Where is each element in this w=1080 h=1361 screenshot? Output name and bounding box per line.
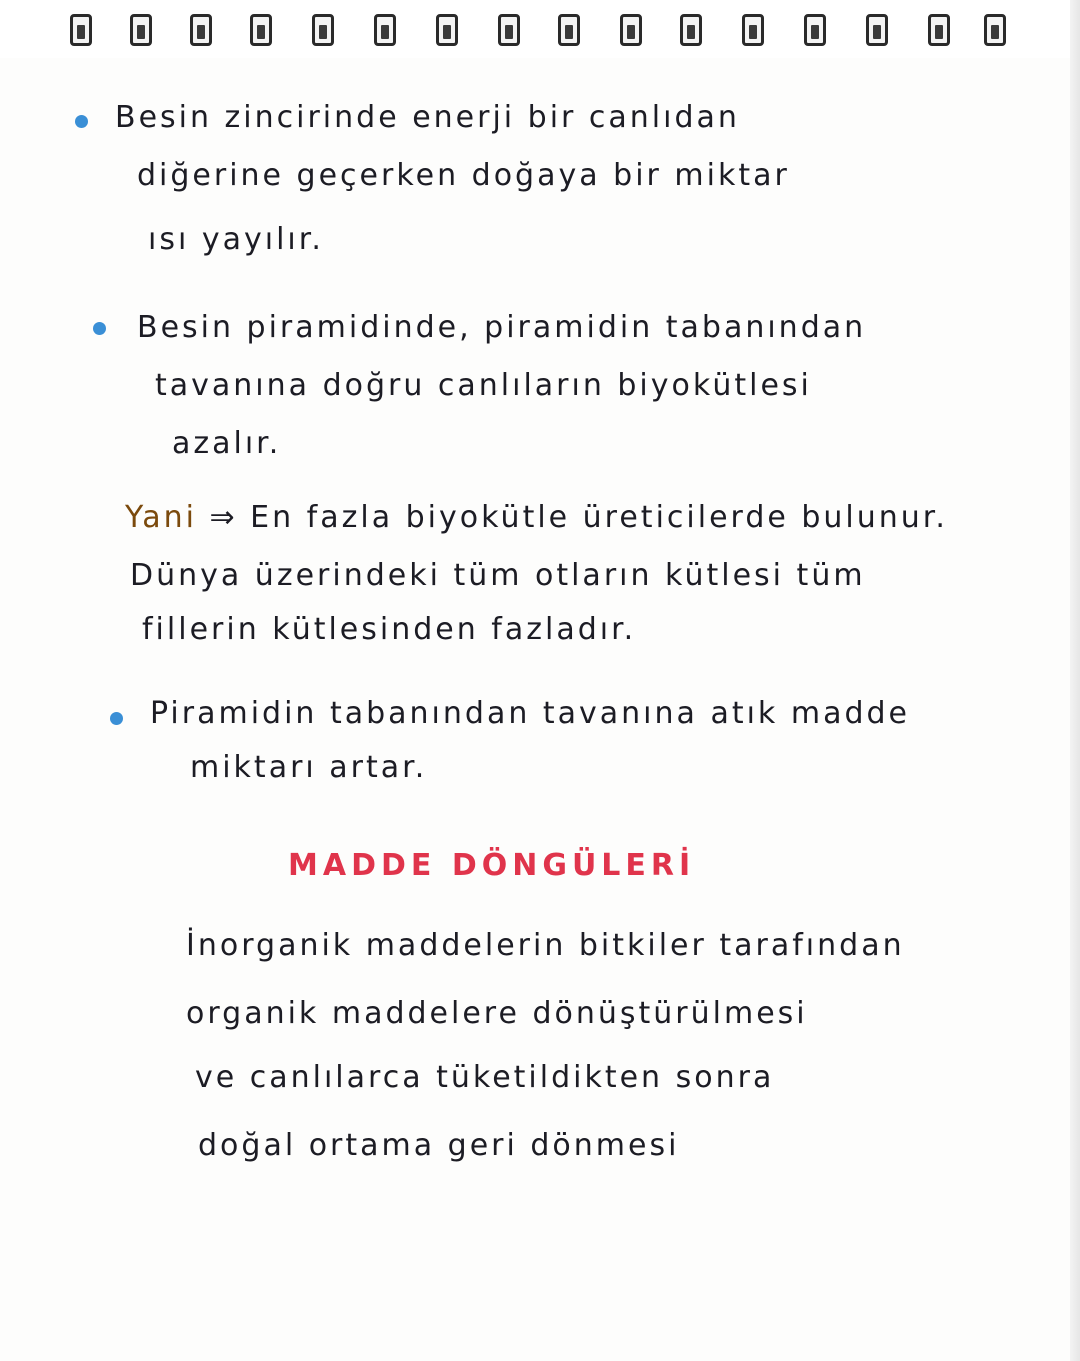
note-line [125,500,948,535]
note-line: tavanına doğru canlıların biyokütlesi [155,368,812,403]
spiral-ring [984,14,1006,46]
section-title: MADDE DÖNGÜLERİ [288,848,696,883]
note-line: Besin piramidinde, piramidin tabanından [137,310,867,345]
note-line: fillerin kütlesinden fazladır. [142,612,637,647]
spiral-ring [620,14,642,46]
note-line: ısı yayılır. [148,222,324,257]
spiral-ring [804,14,826,46]
spiral-ring [374,14,396,46]
spiral-ring [312,14,334,46]
note-line: diğerine geçerken doğaya bir miktar [137,158,790,193]
spiral-ring [928,14,950,46]
spiral-ring [70,14,92,46]
note-text: En fazla biyokütle üreticilerde bulunur. [250,500,948,535]
note-line: ve canlılarca tüketildikten sonra [195,1060,775,1095]
page-edge [1070,0,1080,1361]
bullet-point [75,115,88,128]
spiral-ring [680,14,702,46]
spiral-ring [742,14,764,46]
note-line: organik maddelere dönüştürülmesi [186,996,808,1031]
bullet-point [110,712,123,725]
spiral-ring [250,14,272,46]
notebook-spiral-binding [0,0,1080,58]
note-line: doğal ortama geri dönmesi [198,1128,680,1163]
note-line: Besin zincirinde enerji bir canlıdan [115,100,740,135]
note-line: İnorganik maddelerin bitkiler tarafından [186,928,905,963]
note-line: Piramidin tabanından tavanına atık madde [150,696,910,731]
spiral-ring [866,14,888,46]
spiral-ring [498,14,520,46]
spiral-ring [190,14,212,46]
bullet-point [93,322,106,335]
spiral-ring [436,14,458,46]
arrow-icon: ⇒ [209,500,238,535]
spiral-ring [558,14,580,46]
note-line: Dünya üzerindeki tüm otların kütlesi tüm [130,558,866,593]
spiral-ring [130,14,152,46]
note-line: azalır. [172,426,282,461]
yani-label: Yani [125,500,197,535]
note-line: miktarı artar. [190,750,428,785]
